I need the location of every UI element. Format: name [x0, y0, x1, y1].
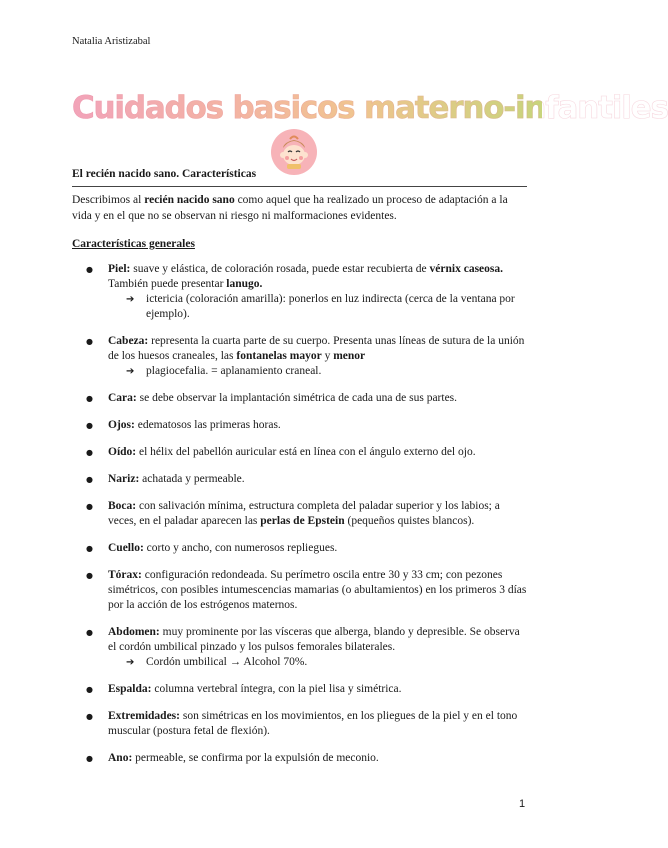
list-item-nariz: ● Nariz: achatada y permeable. — [72, 472, 528, 487]
list-item-cabeza: ● Cabeza: representa la cuarta parte de su cuerpo. Presenta unas líneas de sutura de la unión de los huesos craneales, las fontanelas mayor y menor ➔ plagiocefalia. = aplanamiento craneal. — [72, 334, 528, 379]
sub-item: ➔ plagiocefalia. = aplanamiento craneal. — [126, 365, 322, 377]
list-item-ojos: ● Ojos: edematosos las primeras horas. — [72, 418, 528, 433]
section-divider — [72, 186, 527, 187]
sub-item: ➔ ictericia (coloración amarilla): ponerlos en luz indirecta (cerca de la ventana por ejemplo). — [126, 293, 515, 320]
list-item-torax: ● Tórax: configuración redondeada. Su perímetro oscila entre 30 y 33 cm; con pezones simétricos, con posibles intumescencias mamarias (o abultamientos) en los primeros 3 días por la acción de los estrógenos maternos. — [72, 568, 528, 613]
characteristics-list — [72, 262, 528, 778]
list-item-extremidades: ● Extremidades: son simétricas en los movimientos, en los pliegues de la piel y en el tono muscular (postura fetal de flexión). — [72, 709, 528, 739]
list-item-abdomen: ● Abdomen: muy prominente por las vísceras que alberga, blando y depresible. Se observa el cordón umbilical pinzado y los pulsos femorales bilaterales. ➔ Cordón umbilical → Alcohol 70%. — [72, 625, 528, 670]
subsection-title: Características generales — [72, 238, 195, 250]
intro-paragraph: Describimos al recién nacido sano como aquel que ha realizado un proceso de adaptación a la vida y en el que no se observan ni riesgo ni malformaciones evidentes. — [72, 194, 508, 222]
list-item-espalda: ● Espalda: columna vertebral íntegra, con la piel lisa y simétrica. — [72, 682, 528, 697]
author-name: Natalia Aristizabal — [72, 36, 151, 47]
arrow-right-icon: ➔ — [126, 657, 135, 668]
page-number: 1 — [519, 798, 526, 810]
list-item-cara: ● Cara: se debe observar la implantación simétrica de cada una de sus partes. — [72, 391, 528, 406]
list-item-boca: ● Boca: con salivación mínima, estructura completa del paladar superior y los labios; a veces, en el paladar aparecen las perlas de Epstein (pequeños quistes blancos). — [72, 499, 528, 529]
baby-face-icon — [270, 128, 318, 176]
list-item-ano: ● Ano: permeable, se confirma por la expulsión de meconio. — [72, 751, 528, 766]
list-item-piel: ● Piel: suave y elástica, de coloración rosada, puede estar recubierta de vérnix caseosa. También puede presentar lanugo. ➔ ictericia (coloración amarilla): ponerlos en luz indirecta (cerca de la ventana por ejemplo). — [72, 262, 528, 322]
list-item-oido: ● Oído: el hélix del pabellón auricular está en línea con el ángulo externo del ojo. — [72, 445, 528, 460]
list-item-cuello: ● Cuello: corto y ancho, con numerosos repliegues. — [72, 541, 528, 556]
arrow-right-icon: ➔ — [126, 294, 135, 305]
sub-item: ➔ Cordón umbilical → Alcohol 70%. — [126, 656, 308, 668]
document-title: Cuidados basicos materno-infantiles — [72, 90, 668, 126]
section-title: El recién nacido sano. Características — [72, 168, 257, 180]
arrow-right-icon: ➔ — [126, 366, 135, 377]
